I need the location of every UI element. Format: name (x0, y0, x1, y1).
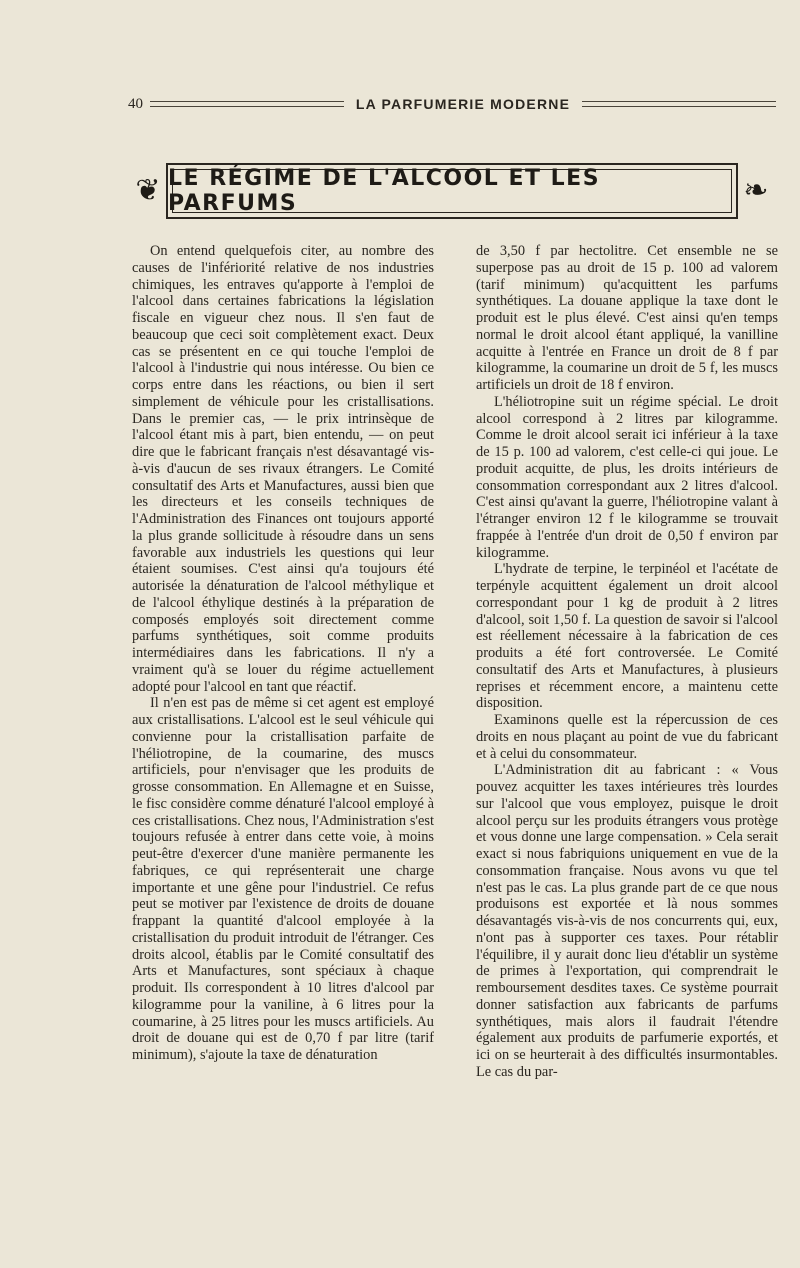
paragraph: Examinons quelle est la répercussion de ces droits en nous plaçant au point de vue du fabricant et à celui du consommateur. (476, 712, 778, 762)
article-columns (132, 243, 778, 1193)
title-frame (166, 163, 738, 219)
right-column (476, 243, 778, 1193)
article-title: LE RÉGIME DE L'ALCOOL ET LES PARFUMS (168, 166, 601, 216)
journal-title: LA PARFUMERIE MODERNE (355, 96, 571, 112)
header-rule-right (582, 101, 776, 107)
paragraph: Il n'en est pas de même si cet agent est employé aux cristallisations. L'alcool est le seul véhicule qui convienne pour la cristallisation parfaite de l'héliotropine, de la coumarine, des muscs artificiels, pour n'envisager que les produits de grosse consommation. En Allemagne et en Suisse, le fisc considère comme dénaturé l'alcool employé à ces cristallisations. Chez nous, l'Administration s'est toujours refusée à entrer dans cette voie, à moins peut-être d'exercer d'une manière permanente les fabriques, ce qui représenterait une charge importante et une gêne pour l'industriel. Ce refus peut se motiver par l'existence de droits de douane frappant la quantité d'alcool employée à la cristallisation du produit introduit de l'étranger. Ces droits alcool, établis par le Comité consultatif des Arts et Manufactures, sont spéciaux à chaque produit. Ils correspondent à 10 litres d'alcool par kilogramme pour la vaniline, à 6 litres pour la coumarine, à 25 litres pour les muscs artificiels. Au droit de douane qui est de 0,70 f par litre (tarif minimum), s'ajoute la taxe de dénaturation (132, 695, 434, 1063)
paragraph: L'héliotropine suit un régime spécial. Le droit alcool correspond à 2 litres par kilogramme. Comme le droit alcool serait ici inférieur à la taxe de 15 p. 100 ad valorem, c'est celle-ci qui joue. Le produit acquitte, de plus, les droits intérieurs de consommation correspondant aux 2 litres d'alcool. C'est ainsi qu'avant la guerre, l'héliotropine valant à l'étranger environ 12 f le kilogramme se trouvait frappée à l'entrée d'un droit de 0,50 f environ par kilogramme. (476, 393, 778, 561)
title-banner (132, 163, 772, 219)
fleuron-left-icon: ❦ (135, 174, 161, 207)
paragraph: L'Administration dit au fabricant : « Vous pouvez acquitter les taxes intérieures très lourdes sur l'alcool que vous employez, puisque le droit alcool perçu sur les produits étrangers vous protège et vous donne une large compensation. » Cela serait exact si nous fabriquions uniquement en vue de la consommation française. Nous avons vu que tel n'est pas le cas. La plus grande part de ce que nous produisons est exportée et là nous sommes désavantagés vis-à-vis de nos concurrents qui, eux, n'ont pas à supporter ces taxes. Pour rétablir l'équilibre, il y aurait donc lieu d'établir un système de primes à l'exportation, qui comprendrait le remboursement desdites taxes. Ce système pourrait donner satisfaction aux fabricants de parfums synthétiques, mais alors il faudrait l'étendre également aux produits de parfumerie exportés, et ici on se heurterait à des difficultés insurmontables. Le cas du par- (476, 762, 778, 1080)
paragraph: de 3,50 f par hectolitre. Cet ensemble ne se superpose pas au droit de 15 p. 100 ad valorem (tarif minimum) qu'acquittent les parfums synthétiques. La douane applique la taxe dont le produit est le plus élevé. C'est ainsi qu'en temps normal le droit alcool étant appliqué, la vanilline acquitte à l'entrée en France un droit de 8 f par kilogramme, la coumarine un droit de 5 f, les muscs artificiels un droit de 18 f environ. (476, 243, 778, 393)
fleuron-right-icon: ❧ (743, 174, 769, 207)
paragraph: On entend quelquefois citer, au nombre des causes de l'infériorité relative de nos industries chimiques, les entraves qu'apporte à l'emploi de l'alcool dans certaines fabrications la législation fiscale en vigueur chez nous. Il s'en faut de beaucoup que ceci soit complètement exact. Deux cas se présentent en ce qui touche l'emploi de l'alcool à l'industrie qui nous intéresse. Ou bien ce corps entre dans les réactions, ou bien il sert simplement de véhicule pour les cristallisations. Dans le premier cas, — le prix intrinsèque de l'alcool étant mis à part, bien entendu, — on peut dire que le fabricant français n'est désavantagé vis-à-vis d'aucun de ses rivaux étrangers. Le Comité consultatif des Arts et Manufactures, aussi bien que les directeurs et les conseils techniques de l'Administration des Finances ont toujours apporté la plus grande sollicitude à résoudre dans un sens favorable aux industriels les questions qui leur étaient soumises. C'est ainsi qu'a toujours été autorisée la dénaturation de l'alcool méthylique et de l'alcool éthylique destinés à la préparation de composés employés soit directement comme parfums synthétiques, soit comme produits intermédiaires dans les fabrications. Il n'y a vraiment qu'à se louer du régime actuellement adopté pour l'alcool en tant que réactif. (132, 243, 434, 695)
header-rule-left (150, 101, 344, 107)
running-header (128, 93, 776, 115)
paragraph: L'hydrate de terpine, le terpinéol et l'acétate de terpényle acquittent également un droit alcool correspondant pour 1 kg de produit à 2 litres d'alcool, soit 1,50 f. La question de savoir si l'alcool est réellement nécessaire à la fabrication de ces produits a été fort controversée. Le Comité consultatif des Arts et Manufactures, à plusieurs reprises et récemment encore, a maintenu cette disposition. (476, 561, 778, 712)
left-column (132, 243, 434, 1193)
page-number: 40 (128, 95, 143, 112)
